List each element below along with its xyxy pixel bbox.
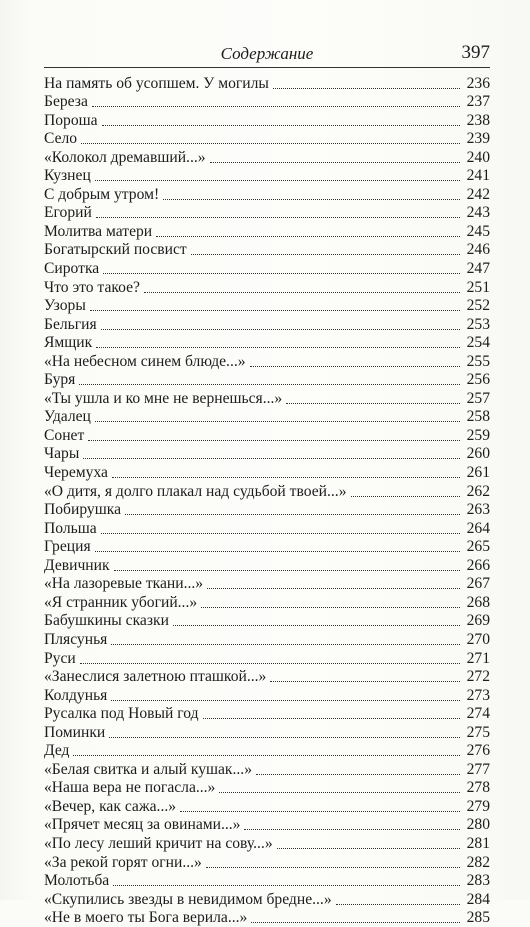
toc-entry-page: 253 xyxy=(466,315,490,333)
toc-entry-page: 269 xyxy=(466,612,490,630)
toc-entry xyxy=(44,241,490,260)
dot-leader xyxy=(113,885,460,886)
toc-entry-page: 243 xyxy=(466,204,490,222)
dot-leader xyxy=(206,867,460,868)
toc-entry-page: 236 xyxy=(466,74,490,92)
dot-leader xyxy=(273,88,460,89)
toc-entry-title: С добрым утром! xyxy=(44,185,160,203)
toc-entry-page: 285 xyxy=(466,909,490,927)
toc-entry-title: Сонет xyxy=(44,426,85,444)
dot-leader xyxy=(111,644,460,645)
toc-entry xyxy=(44,259,490,278)
toc-entry-title: Девичник xyxy=(44,556,110,574)
toc-entry-page: 273 xyxy=(466,686,490,704)
toc-entry-page: 239 xyxy=(466,130,490,148)
toc-entry xyxy=(44,556,490,575)
toc-entry xyxy=(44,612,490,631)
dot-leader xyxy=(277,848,460,849)
toc-entry-title: Что это такое? xyxy=(44,278,140,296)
dot-leader xyxy=(270,681,460,682)
toc-entry-title: «Скупились звезды в невидимом бредне...» xyxy=(44,890,332,908)
dot-leader xyxy=(102,125,460,126)
toc-entry xyxy=(44,538,490,557)
dot-leader xyxy=(101,329,460,330)
toc-entry xyxy=(44,445,490,464)
toc-entry xyxy=(44,853,490,872)
toc-entry xyxy=(44,130,490,149)
toc-entry-title: «Колокол дремавший...» xyxy=(44,148,206,166)
table-of-contents xyxy=(44,74,490,927)
dot-leader xyxy=(336,904,460,905)
toc-entry-title: Чары xyxy=(44,445,80,463)
toc-entry-title: Поминки xyxy=(44,723,106,741)
toc-entry xyxy=(44,334,490,353)
toc-entry-title: «Ты ушла и ко мне не вернешься...» xyxy=(44,389,283,407)
toc-entry-page: 278 xyxy=(466,779,490,797)
toc-entry-title: Пороша xyxy=(44,111,98,129)
dot-leader xyxy=(163,199,460,200)
toc-entry-title: Сиротка xyxy=(44,260,100,278)
dot-leader xyxy=(90,310,460,311)
toc-entry-title: Плясунья xyxy=(44,630,108,648)
toc-entry xyxy=(44,185,490,204)
toc-entry-page: 261 xyxy=(466,464,490,482)
dot-leader xyxy=(103,273,460,274)
toc-entry-page: 240 xyxy=(466,148,490,166)
dot-leader xyxy=(95,551,460,552)
toc-entry-title: Бельгия xyxy=(44,315,97,333)
toc-entry-title: Черемуха xyxy=(44,464,108,482)
toc-entry-title: «На небесном синем блюде...» xyxy=(44,352,246,370)
toc-entry xyxy=(44,872,490,891)
dot-leader xyxy=(111,700,460,701)
toc-entry xyxy=(44,890,490,909)
toc-entry-page: 274 xyxy=(466,705,490,723)
toc-entry-title: Польша xyxy=(44,519,97,537)
toc-entry xyxy=(44,779,490,798)
toc-entry-title: Дед xyxy=(44,742,70,760)
toc-entry-title: Береза xyxy=(44,93,88,111)
toc-entry xyxy=(44,909,490,927)
toc-entry-title: Удалец xyxy=(44,408,91,426)
dot-leader xyxy=(207,588,460,589)
toc-entry-page: 265 xyxy=(466,538,490,556)
dot-leader xyxy=(144,292,460,293)
toc-entry xyxy=(44,760,490,779)
toc-entry xyxy=(44,352,490,371)
dot-leader xyxy=(96,347,460,348)
toc-entry-title: «Наша вера не погасла...» xyxy=(44,779,216,797)
dot-leader xyxy=(201,607,460,608)
dot-leader xyxy=(88,440,460,441)
toc-entry xyxy=(44,426,490,445)
dot-leader xyxy=(112,477,460,478)
toc-entry-page: 237 xyxy=(466,93,490,111)
toc-entry-title: «За рекой горят огни...» xyxy=(44,853,202,871)
toc-entry xyxy=(44,816,490,835)
dot-leader xyxy=(256,774,460,775)
toc-entry-page: 257 xyxy=(466,389,490,407)
dot-leader xyxy=(80,663,460,664)
dot-leader xyxy=(114,570,460,571)
toc-entry-title: Ямщик xyxy=(44,334,93,352)
dot-leader xyxy=(210,162,460,163)
toc-entry-title: На память об усопшем. У могилы xyxy=(44,74,269,92)
toc-entry-page: 279 xyxy=(466,797,490,815)
toc-entry-page: 258 xyxy=(466,408,490,426)
toc-entry xyxy=(44,649,490,668)
toc-entry-page: 252 xyxy=(466,297,490,315)
toc-entry-page: 277 xyxy=(466,760,490,778)
toc-entry-page: 268 xyxy=(466,593,490,611)
toc-entry-title: Русалка под Новый год xyxy=(44,705,199,723)
dot-leader xyxy=(96,217,460,218)
toc-entry-title: Узоры xyxy=(44,297,86,315)
toc-entry-page: 272 xyxy=(466,668,490,686)
toc-entry-page: 264 xyxy=(466,519,490,537)
toc-entry-page: 275 xyxy=(466,723,490,741)
toc-entry-page: 263 xyxy=(466,501,490,519)
dot-leader xyxy=(95,180,460,181)
toc-entry-title: «Белая свитка и алый кушак...» xyxy=(44,760,253,778)
toc-entry xyxy=(44,575,490,594)
toc-entry-page: 280 xyxy=(466,816,490,834)
dot-leader xyxy=(250,366,460,367)
toc-entry-page: 283 xyxy=(466,872,490,890)
toc-entry-title: Колдунья xyxy=(44,686,108,704)
toc-entry-page: 284 xyxy=(466,890,490,908)
dot-leader xyxy=(219,792,460,793)
toc-entry xyxy=(44,297,490,316)
dot-leader xyxy=(173,625,460,626)
dot-leader xyxy=(101,533,460,534)
toc-entry xyxy=(44,222,490,241)
toc-entry-title: «Занеслися залетною пташкой...» xyxy=(44,668,267,686)
toc-entry-title: Греция xyxy=(44,538,91,556)
toc-entry-page: 245 xyxy=(466,222,490,240)
toc-entry-title: Богатырский посвист xyxy=(44,241,187,259)
dot-leader xyxy=(81,143,460,144)
toc-entry xyxy=(44,278,490,297)
toc-entry-title: «Не в моего ты Бога верила...» xyxy=(44,909,248,927)
toc-entry-title: «Я странник убогий...» xyxy=(44,593,198,611)
toc-entry-page: 242 xyxy=(466,185,490,203)
dot-leader xyxy=(180,811,460,812)
toc-entry xyxy=(44,723,490,742)
dot-leader xyxy=(351,496,461,497)
running-head xyxy=(44,40,490,66)
toc-entry-title: Руси xyxy=(44,649,76,667)
dot-leader xyxy=(156,236,460,237)
page-number: 397 xyxy=(461,42,490,63)
toc-entry-title: Бабушкины сказки xyxy=(44,612,169,630)
dot-leader xyxy=(79,384,460,385)
toc-entry xyxy=(44,111,490,130)
toc-entry-page: 276 xyxy=(466,742,490,760)
toc-entry xyxy=(44,593,490,612)
toc-entry-page: 238 xyxy=(466,111,490,129)
toc-entry-page: 246 xyxy=(466,241,490,259)
toc-entry-page: 266 xyxy=(466,556,490,574)
toc-entry-page: 256 xyxy=(466,371,490,389)
toc-entry-title: «На лазоревые ткани...» xyxy=(44,575,204,593)
toc-entry xyxy=(44,630,490,649)
toc-entry xyxy=(44,519,490,538)
toc-entry-title: Село xyxy=(44,130,78,148)
toc-entry-page: 281 xyxy=(466,834,490,852)
toc-entry xyxy=(44,148,490,167)
dot-leader xyxy=(251,922,460,923)
toc-entry xyxy=(44,167,490,186)
dot-leader xyxy=(83,458,460,459)
toc-entry-page: 259 xyxy=(466,426,490,444)
toc-entry-title: Побирушка xyxy=(44,501,121,519)
toc-entry-page: 282 xyxy=(466,853,490,871)
toc-entry-page: 271 xyxy=(466,649,490,667)
toc-entry xyxy=(44,834,490,853)
dot-leader xyxy=(92,106,460,107)
dot-leader xyxy=(109,737,460,738)
toc-entry-page: 241 xyxy=(466,167,490,185)
toc-entry-page: 270 xyxy=(466,630,490,648)
toc-entry xyxy=(44,742,490,761)
dot-leader xyxy=(191,254,460,255)
toc-entry xyxy=(44,797,490,816)
toc-entry xyxy=(44,463,490,482)
toc-entry xyxy=(44,668,490,687)
toc-entry-title: «О дитя, я долго плакал над судьбой твоей...» xyxy=(44,482,347,500)
toc-entry-page: 254 xyxy=(466,334,490,352)
toc-entry-page: 267 xyxy=(466,575,490,593)
toc-entry xyxy=(44,74,490,93)
toc-entry xyxy=(44,408,490,427)
toc-entry xyxy=(44,371,490,390)
toc-entry-title: «По лесу леший кричит на сову...» xyxy=(44,834,273,852)
dot-leader xyxy=(95,421,460,422)
toc-entry-title: Буря xyxy=(44,371,76,389)
toc-entry-title: Молитва матери xyxy=(44,222,153,240)
toc-entry-page: 260 xyxy=(466,445,490,463)
dot-leader xyxy=(125,514,460,515)
toc-entry xyxy=(44,389,490,408)
toc-entry xyxy=(44,482,490,501)
toc-entry xyxy=(44,93,490,112)
toc-entry xyxy=(44,686,490,705)
dot-leader xyxy=(73,755,460,756)
toc-entry-title: Молотьба xyxy=(44,872,110,890)
toc-entry xyxy=(44,501,490,520)
toc-entry xyxy=(44,204,490,223)
dot-leader xyxy=(203,718,460,719)
toc-entry-page: 255 xyxy=(466,352,490,370)
dot-leader xyxy=(244,829,460,830)
toc-entry-title: Егорий xyxy=(44,204,92,222)
running-title: Содержание xyxy=(220,44,314,63)
dot-leader xyxy=(286,403,460,404)
toc-entry-title: Кузнец xyxy=(44,167,91,185)
toc-entry-page: 262 xyxy=(466,482,490,500)
toc-entry xyxy=(44,705,490,724)
toc-entry-title: «Вечер, как сажа...» xyxy=(44,797,177,815)
toc-entry-page: 247 xyxy=(466,260,490,278)
toc-entry xyxy=(44,315,490,334)
toc-entry-page: 251 xyxy=(466,278,490,296)
toc-entry-title: «Прячет месяц за овинами...» xyxy=(44,816,241,834)
header-rule xyxy=(44,67,490,68)
